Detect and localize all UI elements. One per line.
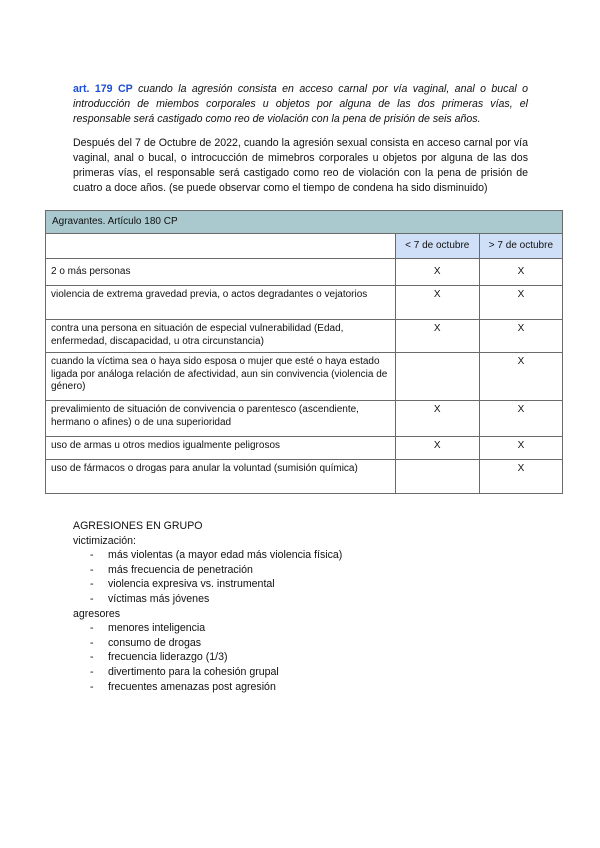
row-label: cuando la víctima sea o haya sido esposa o mujer que esté o haya estado ligada por análoga relación de afectividad, aun sin convivencia (violencia de género) bbox=[46, 353, 396, 401]
list-item: - menores inteligencia bbox=[90, 622, 206, 635]
article-text: cuando la agresión consista en acceso carnal por vía vaginal, anal o bucal o introducción de miembos corporales u objetos por alguna de las dos primeras vías, el responsable será castigado como reo de violación con la pena de prisión de seis años. bbox=[73, 82, 528, 125]
before-mark: X bbox=[395, 401, 479, 437]
before-mark: X bbox=[395, 437, 479, 460]
row-label: uso de armas u otros medios igualmente peligrosos bbox=[46, 437, 396, 460]
after-mark: X bbox=[479, 401, 562, 437]
list-item: - consumo de drogas bbox=[90, 636, 202, 649]
after-mark: X bbox=[479, 353, 562, 401]
aggressors-list bbox=[73, 621, 342, 694]
table-title: Agravantes. Artículo 180 CP bbox=[46, 211, 563, 234]
after-mark: X bbox=[479, 320, 562, 353]
header-empty-cell bbox=[46, 234, 396, 259]
before-mark bbox=[395, 353, 479, 401]
table-row bbox=[46, 286, 563, 320]
after-mark: X bbox=[479, 437, 562, 460]
list-item: - víctimas más jóvenes bbox=[90, 592, 210, 605]
table-row bbox=[46, 320, 563, 353]
article-179-paragraph bbox=[73, 82, 528, 127]
row-label: prevalimiento de situación de convivencia o parentesco (ascendiente, hermano o afines) o de una superioridad bbox=[46, 401, 396, 437]
before-mark bbox=[395, 460, 479, 494]
table-title-row bbox=[46, 211, 563, 234]
after-mark: X bbox=[479, 286, 562, 320]
list-item: - más violentas (a mayor edad más violencia física) bbox=[90, 549, 343, 562]
table-row bbox=[46, 259, 563, 286]
article-reference: art. 179 CP bbox=[73, 82, 133, 95]
table-row bbox=[46, 401, 563, 437]
before-mark: X bbox=[395, 286, 479, 320]
group-title: AGRESIONES EN GRUPO bbox=[73, 520, 203, 532]
after-mark: X bbox=[479, 460, 562, 494]
list-item: - divertimento para la cohesión grupal bbox=[90, 665, 279, 678]
list-item: - más frecuencia de penetración bbox=[90, 563, 253, 576]
victims-list bbox=[73, 548, 342, 606]
table-row bbox=[46, 353, 563, 401]
group-aggression-section bbox=[73, 519, 342, 694]
before-mark: X bbox=[395, 320, 479, 353]
aggressors-label: agresores bbox=[73, 607, 121, 620]
col-after-header: > 7 de octubre bbox=[479, 234, 562, 259]
table-row bbox=[46, 460, 563, 494]
aggravating-factors-table bbox=[45, 210, 563, 494]
table-row bbox=[46, 437, 563, 460]
list-item: - frecuencia liderazgo (1/3) bbox=[90, 651, 228, 664]
list-item: - frecuentes amenazas post agresión bbox=[90, 680, 276, 693]
list-item: - violencia expresiva vs. instrumental bbox=[90, 578, 275, 591]
row-label: uso de fármacos o drogas para anular la voluntad (sumisión química) bbox=[46, 460, 396, 494]
victims-label: victimización: bbox=[73, 534, 136, 547]
row-label: 2 o más personas bbox=[46, 259, 396, 286]
row-label: violencia de extrema gravedad previa, o actos degradantes o vejatorios bbox=[46, 286, 396, 320]
before-mark: X bbox=[395, 259, 479, 286]
reform-paragraph: Después del 7 de Octubre de 2022, cuando la agresión sexual consista en acceso carnal por vía vaginal, anal o bucal, o introcucción de mimebros corporales u objetos por alguna de las dos primeras vías, el responsable será castigado como reo de violación con la pena de prisión de cuatro a doce años. (se puede observar como el tiempo de condena ha sido disminuido) bbox=[73, 136, 528, 194]
table-header-row bbox=[46, 234, 563, 259]
col-before-header: < 7 de octubre bbox=[395, 234, 479, 259]
row-label: contra una persona en situación de especial vulnerabilidad (Edad, enfermedad, discapacidad, u otra circunstancia) bbox=[46, 320, 396, 353]
after-mark: X bbox=[479, 259, 562, 286]
